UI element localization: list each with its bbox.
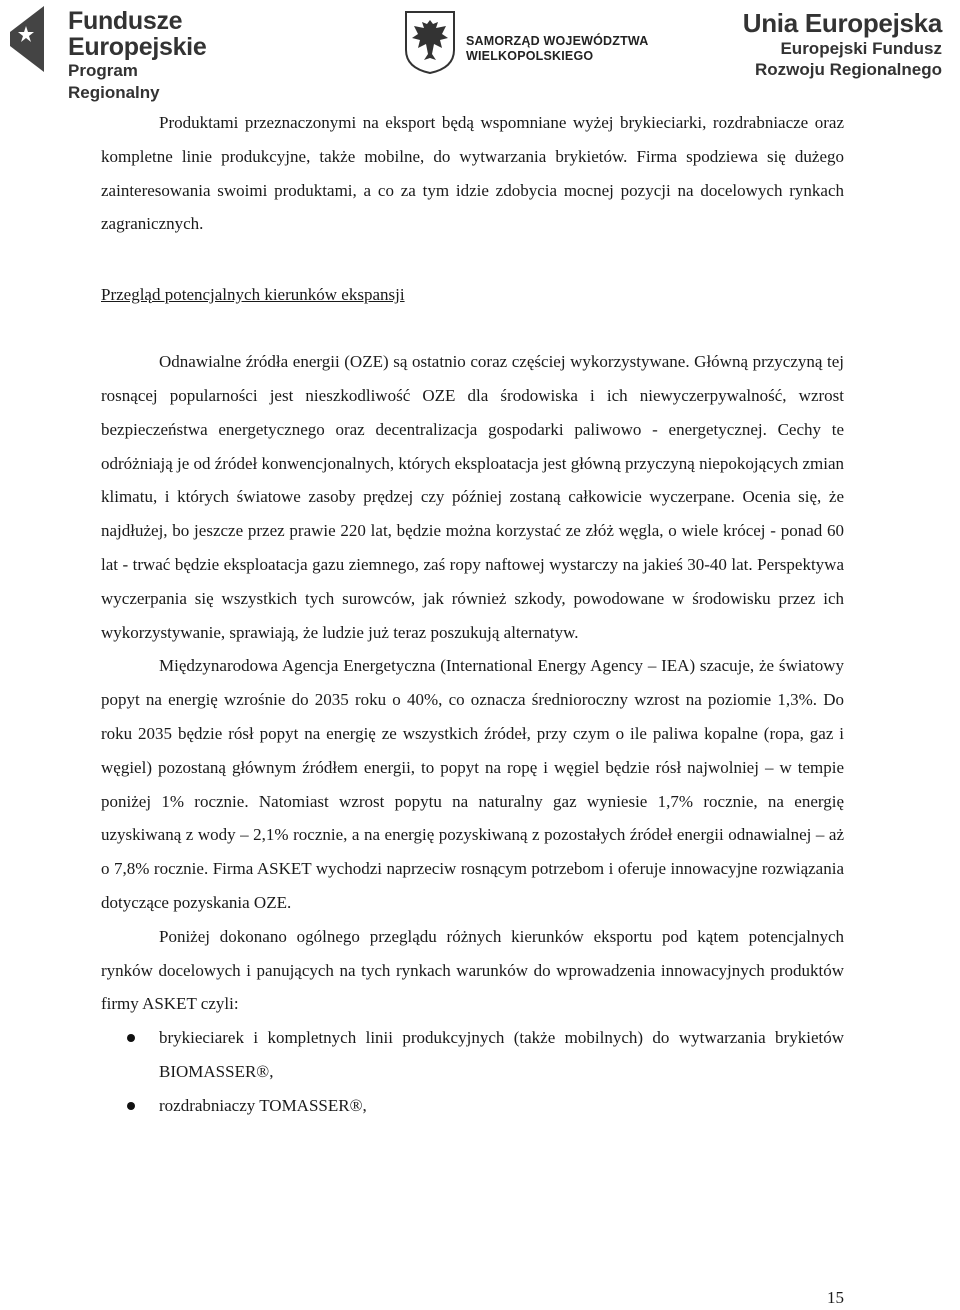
bullet-list	[101, 1021, 844, 1122]
logo-line: WIELKOPOLSKIEGO	[466, 49, 594, 63]
list-item	[101, 1089, 844, 1123]
document-body	[101, 106, 844, 1123]
page-number: 15	[827, 1288, 844, 1307]
paragraph: Międzynarodowa Agencja Energetyczna (International Energy Agency – IEA) szacuje, że światowy popyt na energię wzrośnie do 2035 roku o 40%, co oznacza średnioroczny wzrost na poziomie 1,3%. Do roku 2035 będzie rósł popyt na energię ze wszystkich źródeł, przy czym o ile paliwa kopalne (ropa, gaz i węgiel) pozostaną głównym źródłem energii, to popyt na ropę i węgiel będzie rósł najwolniej – w tempie poniżej 1% rocznie. Natomiast wzrost popytu na naturalny gaz wyniesie 1,7% rocznie, na energię uzyskiwaną z wody – 2,1% rocznie, a na energię pozyskiwaną z pozostałych źródeł energii odnawialnej – aż o 7,8% rocznie. Firma ASKET wychodzi naprzeciw rosnącym potrzebom i oferuje innowacyjne rozwiązania dotyczące pozyskania OZE.	[101, 656, 844, 912]
logo-line: Rozwoju Regionalnego	[755, 60, 942, 79]
bullet-icon	[127, 1102, 135, 1110]
samorzad-wojewodztwa-text	[466, 34, 648, 64]
page-header	[0, 0, 960, 102]
logo-line: Europejskie	[68, 33, 207, 61]
logo-line: Fundusze	[68, 7, 183, 35]
unia-europejska-logo	[743, 8, 942, 80]
paragraph: Odnawialne źródła energii (OZE) są ostatnio coraz częściej wykorzystywane. Główną przyczyną tej rosnącej popularności jest nieszkodliwość OZE dla środowiska i ich niewyczerpywalność, wzrost bezpieczeństwa energetycznego oraz decentralizacja gospodarki paliwowo - energetycznej. Cechy te odróżniają je od źródeł konwencjonalnych, których eksploatacja jest główną przyczyną niepokojących zmian klimatu, i których światowe zasoby prędzej czy później zostaną całkowicie wyczerpane. Ocenia się, że najdłużej, bo jeszcze przez prawie 220 lat, będzie można korzystać ze złóż węgla, o wiele krócej - ponad 60 lat - trwać będzie eksploatacja gazu ziemnego, zaś ropy naftowej wystarczy na jakieś 30-40 lat. Perspektywa wyczerpania się wszystkich tych surowców, jak również szkody, powodowane w środowisku przez ich wykorzystywanie, sprawiają, że ludzie już teraz poszukują alternatyw.	[101, 352, 844, 642]
bullet-icon	[127, 1034, 135, 1042]
samorzad-wojewodztwa-logo	[402, 10, 652, 74]
list-item-text: rozdrabniaczy TOMASSER®,	[159, 1095, 367, 1115]
eagle-emblem-icon	[402, 10, 458, 74]
fundusze-europejskie-star-icon	[4, 4, 50, 74]
section-heading: Przegląd potencjalnych kierunków ekspansji	[101, 285, 405, 305]
logo-line: Europejski Fundusz	[780, 39, 942, 58]
paragraph: Poniżej dokonano ogólnego przeglądu różnych kierunków eksportu pod kątem potencjalnych rynków docelowych i panujących na tych rynkach warunków do wprowadzenia innowacyjnych produktów firmy ASKET czyli:	[101, 926, 844, 1014]
fundusze-europejskie-logo	[4, 4, 214, 102]
list-item	[101, 1021, 844, 1089]
logo-line: SAMORZĄD WOJEWÓDZTWA	[466, 34, 649, 48]
logo-line: Program Regionalny	[68, 61, 160, 102]
logo-line: Unia Europejska	[742, 8, 942, 38]
fundusze-europejskie-text	[68, 8, 214, 104]
paragraph: Produktami przeznaczonymi na eksport będą wspomniane wyżej brykieciarki, rozdrabniacze oraz kompletne linie produkcyjne, także mobilne, do wytwarzania brykietów. Firma spodziewa się dużego zainteresowania swoimi produktami, a co za tym idzie zdobycia mocnej pozycji na docelowych rynkach zagranicznych.	[101, 113, 844, 234]
list-item-text: brykieciarek i kompletnych linii produkcyjnych (także mobilnych) do wytwarzania brykietów BIOMASSER®,	[159, 1028, 844, 1081]
